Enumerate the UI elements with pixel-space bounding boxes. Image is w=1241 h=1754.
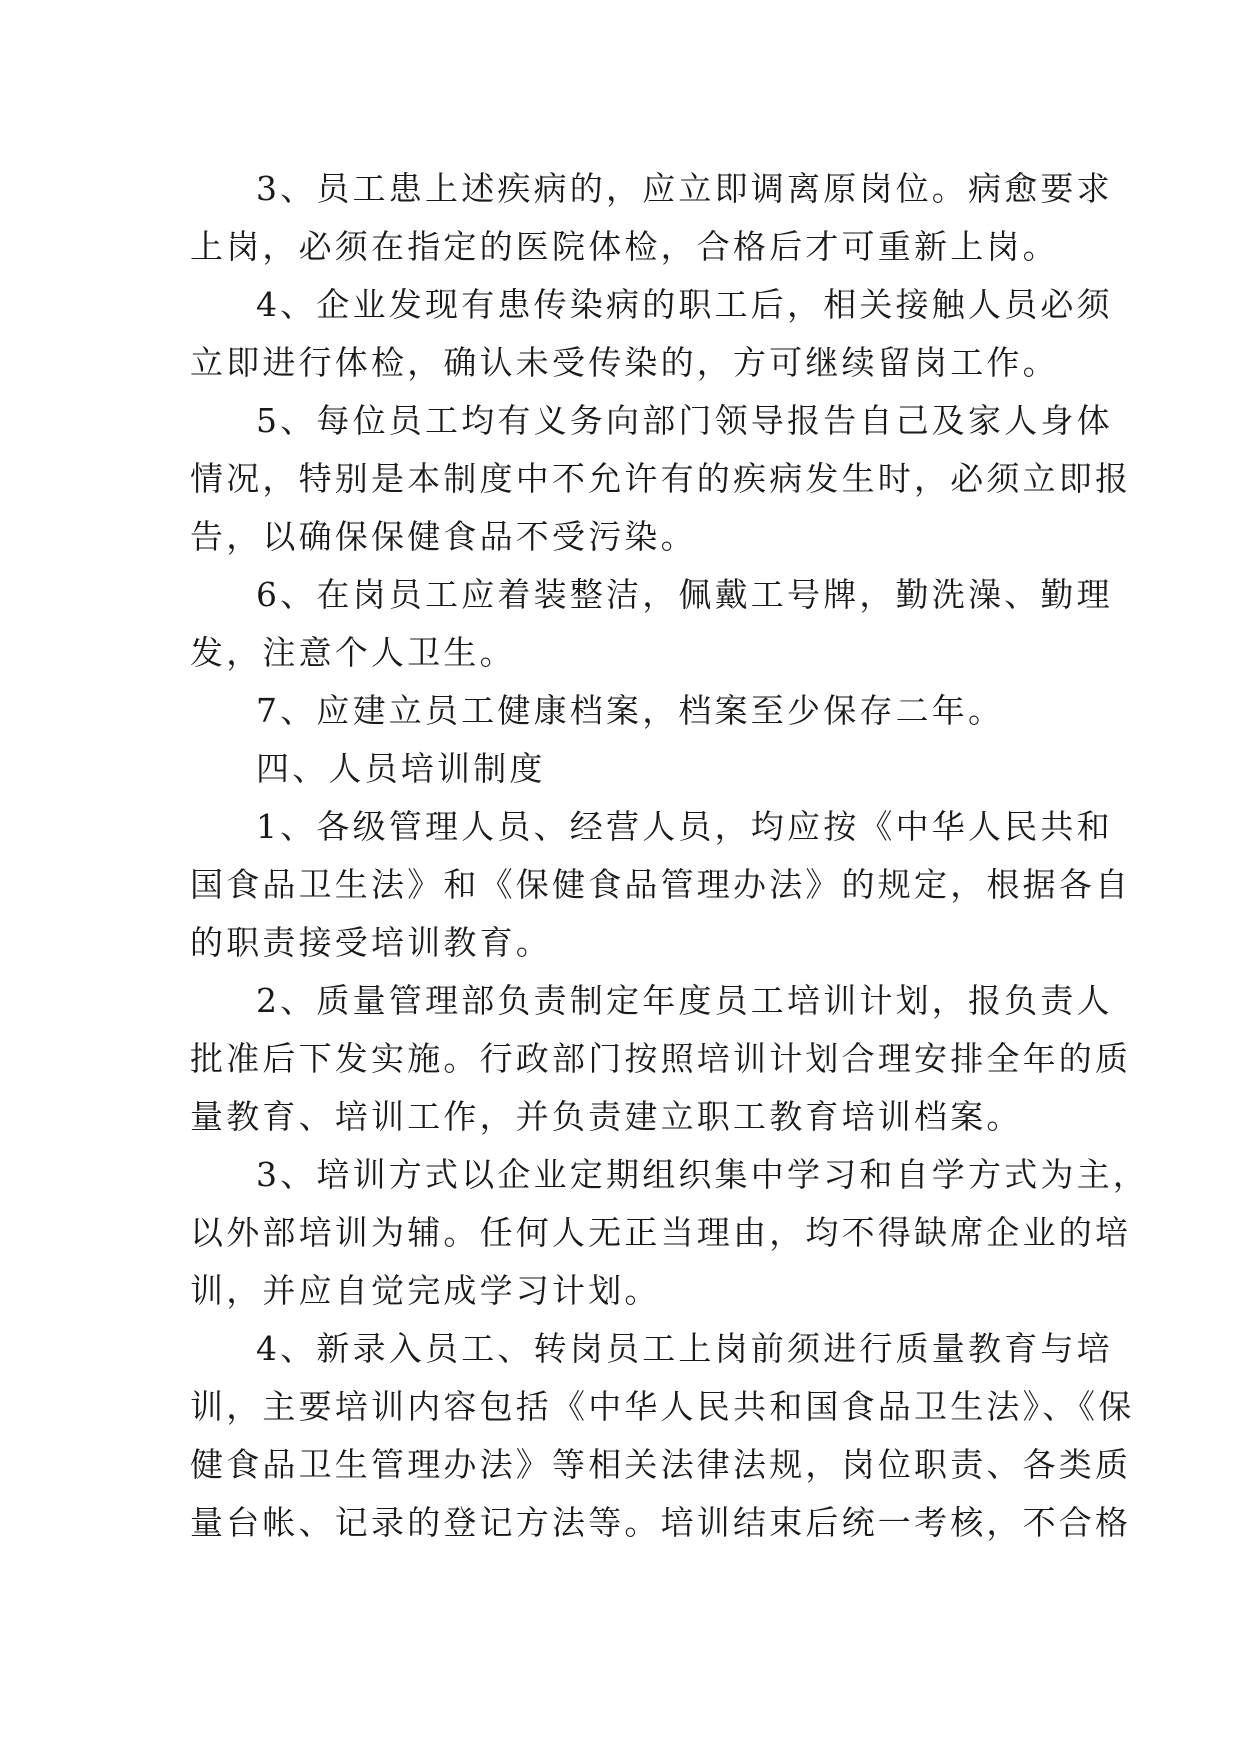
paragraph-training-4 xyxy=(190,1320,1135,1552)
text-line: 2、质量管理部负责制定年度员工培训计划，报负责人 xyxy=(256,981,1113,1020)
text-line: 3、培训方式以企业定期组织集中学习和自学方式为主， xyxy=(256,1155,1149,1194)
text-line: 以外部培训为辅。任何人无正当理由，均不得缺席企业的培 xyxy=(190,1213,1132,1252)
text-line: 训，并应自觉完成学习计划。 xyxy=(190,1271,661,1310)
paragraph-health-7 xyxy=(190,682,1050,740)
text-line: 的职责接受培训教育。 xyxy=(190,923,552,962)
paragraph-training-1 xyxy=(190,798,1132,972)
text-line: 7、应建立员工健康档案，档案至少保存二年。 xyxy=(256,691,1005,730)
text-line: 发，注意个人卫生。 xyxy=(190,633,516,672)
section-heading-training xyxy=(190,740,1050,798)
text-line: 1、各级管理人员、经营人员，均应按《中华人民共和 xyxy=(256,807,1113,846)
section-heading-text: 四、人员培训制度 xyxy=(256,749,546,788)
paragraph-health-3 xyxy=(190,160,1113,276)
text-line: 告，以确保保健食品不受污染。 xyxy=(190,517,697,556)
text-line: 5、每位员工均有义务向部门领导报告自己及家人身体 xyxy=(256,401,1113,440)
text-line: 3、员工患上述疾病的，应立即调离原岗位。病愈要求 xyxy=(256,169,1113,208)
text-line: 情况，特别是本制度中不允许有的疾病发生时，必须立即报 xyxy=(190,459,1132,498)
paragraph-health-4 xyxy=(190,276,1113,392)
paragraph-health-6 xyxy=(190,566,1113,682)
text-line: 6、在岗员工应着装整洁，佩戴工号牌，勤洗澡、勤理 xyxy=(256,575,1113,614)
paragraph-health-5 xyxy=(190,392,1132,566)
text-line: 上岗，必须在指定的医院体检，合格后才可重新上岗。 xyxy=(190,227,1059,266)
text-line: 4、企业发现有患传染病的职工后，相关接触人员必须 xyxy=(256,285,1113,324)
text-line: 立即进行体检，确认未受传染的，方可继续留岗工作。 xyxy=(190,343,1059,382)
paragraph-training-3 xyxy=(190,1146,1149,1320)
text-line: 4、新录入员工、转岗员工上岗前须进行质量教育与培 xyxy=(256,1329,1113,1368)
text-line: 训，主要培训内容包括《中华人民共和国食品卫生法》、《保 xyxy=(190,1387,1135,1426)
text-line: 健食品卫生管理办法》等相关法律法规，岗位职责、各类质 xyxy=(190,1445,1132,1484)
document-body xyxy=(190,160,1149,1552)
text-line: 国食品卫生法》和《保健食品管理办法》的规定，根据各自 xyxy=(190,865,1132,904)
text-line: 量台帐、记录的登记方法等。培训结束后统一考核，不合格 xyxy=(190,1503,1132,1542)
text-line: 批准后下发实施。行政部门按照培训计划合理安排全年的质 xyxy=(190,1039,1132,1078)
text-line: 量教育、培训工作，并负责建立职工教育培训档案。 xyxy=(190,1097,1023,1136)
paragraph-training-2 xyxy=(190,972,1132,1146)
